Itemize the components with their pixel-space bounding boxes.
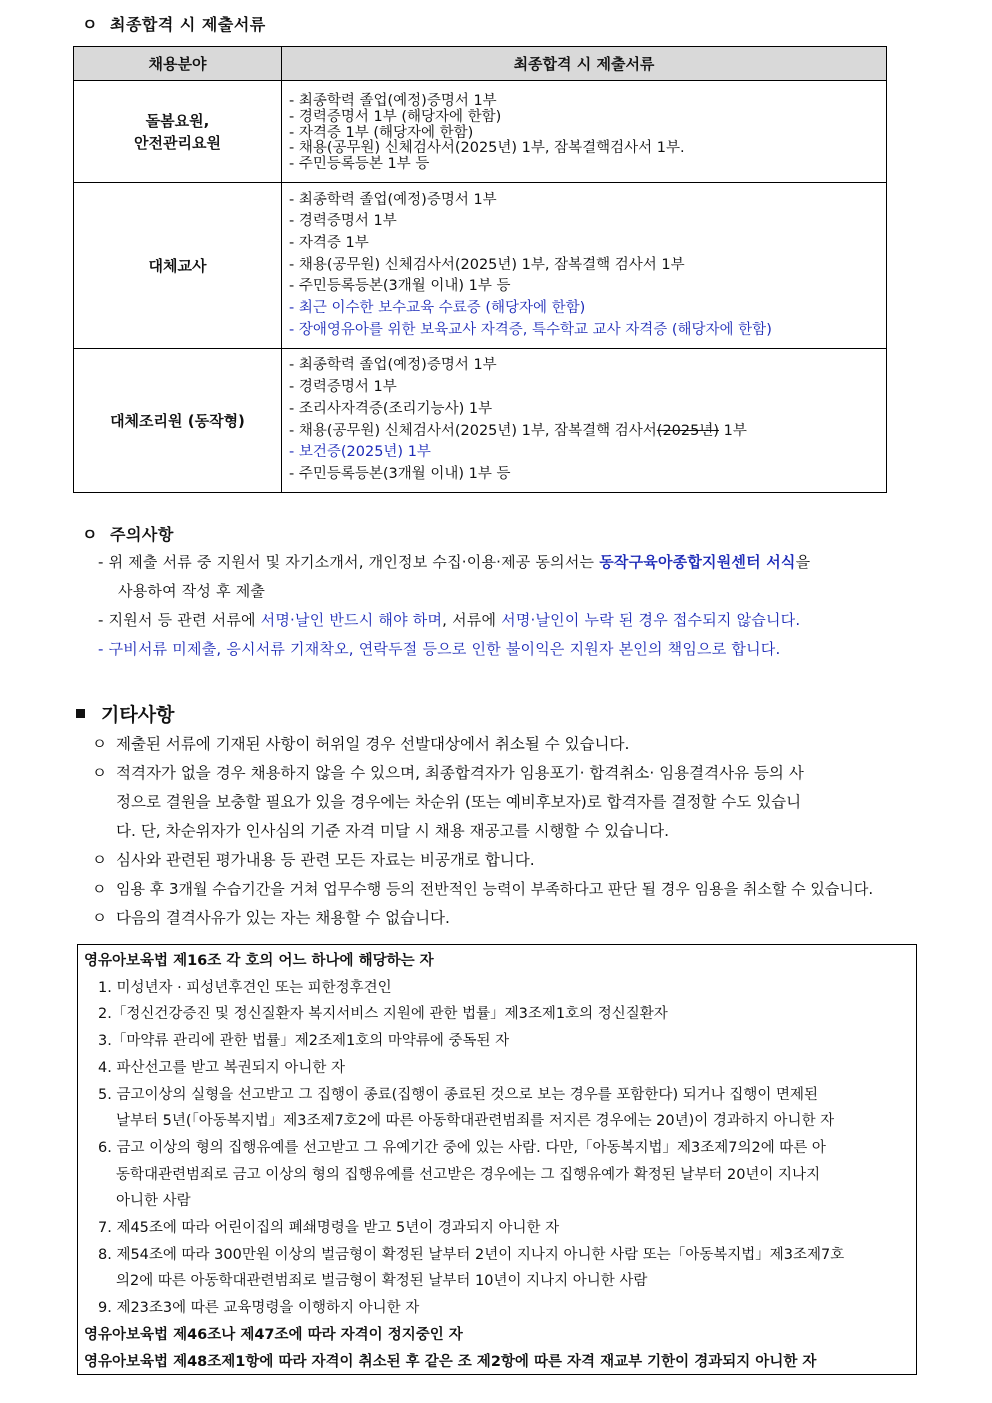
bullet-mark: ㅇ: [92, 880, 107, 898]
category-label: 대체조리원 (동작형): [110, 411, 245, 430]
section-notes-heading: [82, 522, 174, 545]
item-text: 심사와 관련된 평가내용 등 관련 모든 자료는 비공개로 합니다.: [116, 851, 535, 869]
notes-list: [98, 548, 918, 664]
doc-text: - 채용(공무원) 신체검사서(2025년) 1부, 잠복결핵 검사서: [289, 422, 657, 439]
list-item: [92, 730, 922, 759]
item-text: 다음의 결격사유가 있는 자는 채용할 수 없습니다.: [116, 909, 450, 927]
doc-item: - 주민등록등본(3개월 이내) 1부 등: [289, 465, 511, 482]
note-highlight: 동작구육아종합지원센터 서식: [599, 553, 796, 571]
doc-item: - 경력증명서 1부 (해당자에 한함): [289, 108, 502, 125]
doc-item: - 최종학력 졸업(예정)증명서 1부: [289, 191, 497, 208]
struck-text: (2025년): [656, 422, 720, 439]
disqual-item: 7. 제45조에 따라 어린이집의 폐쇄명령을 받고 5년이 경과되지 아니한 자: [98, 1220, 560, 1237]
doc-item-highlight: - 장애영유아를 위한 보육교사 자격증, 특수학교 교사 자격증 (해당자에 한함): [289, 321, 772, 338]
item-text-cont: 정으로 결원을 보충할 필요가 있을 경우에는 차순위 (또는 예비후보자)로 합격자를 결정할 수도 있습니: [116, 793, 802, 811]
list-item: [92, 846, 922, 875]
bullet-mark: ㅇ: [92, 909, 107, 927]
note-highlight: 서명·날인 반드시 해야 하며: [260, 611, 443, 629]
bullet-mark: ㅇ: [92, 851, 107, 869]
doc-item-highlight: - 보건증(2025년) 1부: [289, 444, 431, 461]
doc-text: 1부: [719, 422, 747, 439]
doc-item: - 채용(공무원) 신체검사서(2025년) 1부, 잠복결핵검사서 1부.: [289, 140, 685, 157]
box-footer: 영유아보육법 제48조제1항에 따라 자격이 취소된 후 같은 조 제2항에 따른 자격 재교부 기한이 경과되지 아니한 자: [84, 1353, 817, 1370]
bullet-mark: ㅇ: [92, 764, 107, 782]
doc-item: - 최종학력 졸업(예정)증명서 1부: [289, 93, 497, 109]
note-item-cont: 사용하여 작성 후 제출: [118, 582, 266, 600]
box-title: 영유아보육법 제16조 각 호의 어느 하나에 해당하는 자: [84, 953, 434, 969]
header-documents: 최종합격 시 제출서류: [282, 47, 887, 81]
note-item: [98, 548, 918, 577]
disqual-item-cont: 동학대관련범죄로 금고 이상의 형의 집행유예를 선고받은 경우에는 그 집행유예가 확정된 날부터 20년이 지나지: [116, 1166, 821, 1183]
doc-item: - 경력증명서 1부: [289, 213, 397, 230]
disqual-item: 2.「정신건강증진 및 정신질환자 복지서비스 지원에 관한 법률」제3조제1호의 정신질환자: [98, 1006, 668, 1023]
item-text: 임용 후 3개월 수습기간을 거쳐 업무수행 등의 전반적인 능력이 부족하다고 판단 될 경우 임용을 취소할 수 있습니다.: [116, 880, 874, 898]
submission-table: [73, 46, 887, 493]
note-item: - 구비서류 미제출, 응시서류 기재착오, 연락두절 등으로 인한 불이익은 지원자 본인의 책임으로 합니다.: [98, 640, 781, 658]
doc-item: - 최종학력 졸업(예정)증명서 1부: [289, 357, 497, 374]
item-text: 적격자가 없을 경우 채용하지 않을 수 있으며, 최종합격자가 임용포기· 합격취소· 임용결격사유 등의 사: [116, 764, 804, 782]
disqual-item: 6. 금고 이상의 형의 집행유예를 선고받고 그 유예기간 중에 있는 사람. 다만,「아동복지법」제3조제7의2에 따른 아: [98, 1139, 826, 1156]
disqual-item-cont: 날부터 5년(「아동복지법」제3조제7호2에 따른 아동학대관련범죄를 저지른 경우에는 20년)이 경과하지 아니한 자: [116, 1113, 835, 1130]
table-row: [74, 183, 887, 349]
doc-item: [289, 421, 886, 443]
category-cell: [74, 81, 282, 183]
doc-item: - 자격증 1부: [289, 234, 369, 251]
doc-item-highlight: - 최근 이수한 보수교육 수료증 (해당자에 한함): [289, 300, 586, 317]
other-matters-heading: [76, 700, 174, 727]
disqual-item: 5. 금고이상의 실형을 선고받고 그 집행이 종료(집행이 종료된 것으로 보는 경우를 포함한다) 되거나 집행이 면제된: [98, 1086, 818, 1103]
table-row: [74, 349, 887, 493]
disqual-item: 1. 미성년자 · 피성년후견인 또는 피한정후견인: [98, 979, 392, 996]
section-title: 기타사항: [101, 704, 175, 726]
doc-item: - 채용(공무원) 신체검사서(2025년) 1부, 잠복결핵 검사서 1부: [289, 256, 685, 273]
disqual-item-cont: 의2에 따른 아동학대관련범죄로 벌금형이 확정된 날부터 10년이 지나지 아니한 사람: [116, 1273, 648, 1290]
note-item: [98, 606, 918, 635]
category-label: 돌봄요원,: [145, 111, 210, 130]
bullet-mark: ㅇ: [82, 525, 98, 544]
header-field: 채용분야: [74, 47, 282, 81]
box-footer: 영유아보육법 제46조나 제47조에 따라 자격이 정지중인 자: [84, 1326, 463, 1343]
list-item: [92, 875, 922, 904]
section-submission-heading: [82, 12, 266, 35]
doc-item: - 경력증명서 1부: [289, 379, 397, 396]
section-title: 주의사항: [110, 525, 174, 544]
documents-cell: [282, 81, 887, 183]
other-matters-list: [92, 730, 922, 933]
disqual-item: 3.「마약류 관리에 관한 법률」제2조제1호의 마약류에 중독된 자: [98, 1033, 510, 1050]
doc-item: - 자격증 1부 (해당자에 한함): [289, 124, 474, 141]
disqual-item: 4. 파산선고를 받고 복권되지 아니한 자: [98, 1059, 345, 1076]
table-row: [74, 81, 887, 183]
table-header-row: [74, 47, 887, 81]
section-title: 최종합격 시 제출서류: [110, 15, 266, 34]
category-label: 대체교사: [148, 256, 207, 275]
note-text: , 서류에: [442, 611, 502, 629]
category-label: 안전관리요원: [134, 133, 221, 152]
list-item: [92, 904, 922, 933]
item-text: 제출된 서류에 기재된 사항이 허위일 경우 선발대상에서 취소될 수 있습니다.: [116, 735, 630, 753]
documents-cell: [282, 183, 887, 349]
disqual-item: 9. 제23조3에 따른 교육명령을 이행하지 아니한 자: [98, 1300, 420, 1317]
doc-item: - 주민등록등본 1부 등: [289, 156, 430, 173]
disqual-item-cont: 아니한 사람: [116, 1193, 191, 1210]
category-cell: [74, 183, 282, 349]
note-text: - 위 제출 서류 중 지원서 및 자기소개서, 개인정보 수집·이용·제공 동의서는: [98, 553, 600, 571]
disqualification-box: [77, 944, 917, 1375]
list-item: [92, 759, 922, 788]
doc-item: - 주민등록등본(3개월 이내) 1부 등: [289, 278, 511, 295]
bullet-mark: ㅇ: [92, 735, 107, 753]
square-bullet-icon: [76, 709, 85, 718]
note-highlight: 서명·날인이 누락 된 경우 접수되지 않습니다.: [501, 611, 801, 629]
note-text: - 지원서 등 관련 서류에: [98, 611, 261, 629]
bullet-mark: ㅇ: [82, 15, 98, 34]
doc-item: - 조리사자격증(조리기능사) 1부: [289, 400, 493, 417]
category-cell: [74, 349, 282, 493]
documents-cell: [282, 349, 887, 493]
item-text-cont: 다. 단, 차순위자가 인사심의 기준 자격 미달 시 채용 재공고를 시행할 수 있습니다.: [116, 822, 670, 840]
disqual-item: 8. 제54조에 따라 300만원 이상의 벌금형이 확정된 날부터 2년이 지나지 아니한 사람 또는「아동복지법」제3조제7호: [98, 1246, 845, 1263]
note-text: 을: [795, 553, 811, 571]
